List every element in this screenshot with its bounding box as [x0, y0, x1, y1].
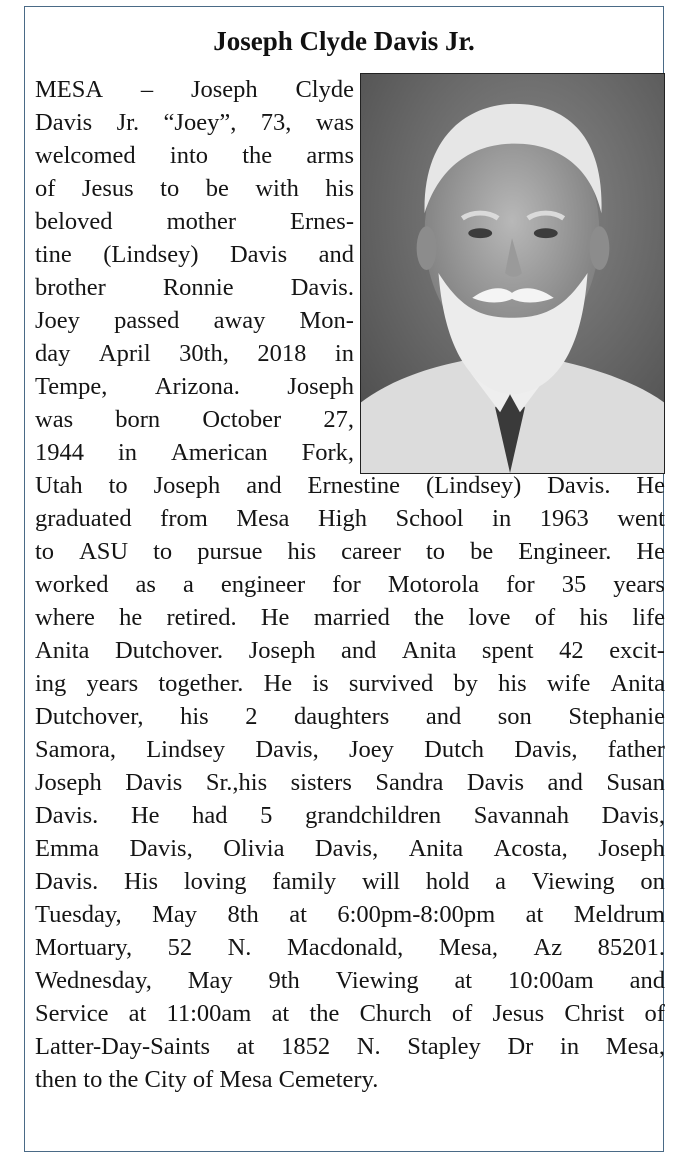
obituary-text-line: [35, 1065, 665, 1095]
obituary-word: Davis.: [290, 274, 354, 301]
obituary-word: Utah: [35, 472, 83, 499]
obituary-word: Macdonald,: [286, 934, 404, 961]
obituary-word: 8th: [227, 901, 259, 928]
obituary-text-line: [35, 867, 665, 897]
obituary-word: 2018: [257, 340, 307, 367]
obituary-word: Joseph: [598, 835, 665, 862]
obituary-word: 27,: [323, 406, 354, 433]
obituary-word: of: [451, 1000, 473, 1027]
obituary-word: Anita: [35, 637, 90, 664]
obituary-word: MESA: [35, 76, 104, 103]
obituary-word: Samora,: [35, 736, 116, 763]
obituary-word: Davis,: [255, 736, 319, 763]
obituary-word: tine: [35, 241, 72, 268]
obituary-text-line: [35, 966, 665, 996]
obituary-word: sisters: [290, 769, 352, 796]
obituary-word: worked: [35, 571, 109, 598]
obituary-word: is: [312, 670, 329, 697]
obituary-text-line: [35, 174, 354, 204]
obituary-line-text: then to the City of Mesa Cemetery.: [35, 1066, 379, 1093]
obituary-word: Davis,: [601, 802, 665, 829]
obituary-word: Davis: [35, 109, 93, 136]
obituary-word: father: [607, 736, 665, 763]
obituary-text-line: [35, 603, 665, 633]
obituary-word: where: [35, 604, 95, 631]
obituary-word: son: [497, 703, 532, 730]
obituary-word: engineer: [220, 571, 306, 598]
obituary-word: graduated: [35, 505, 132, 532]
obituary-text-line: [35, 801, 665, 831]
obituary-text-line: [35, 471, 665, 501]
obituary-word: of: [35, 175, 56, 202]
obituary-word: together.: [158, 670, 244, 697]
obituary-word: at: [454, 967, 473, 994]
obituary-word: Az: [533, 934, 563, 961]
obituary-word: his: [498, 670, 527, 697]
obituary-word: of: [644, 1000, 665, 1027]
obituary-word: beloved: [35, 208, 113, 235]
obituary-word: in: [492, 505, 512, 532]
obituary-text-line: [35, 900, 665, 930]
obituary-word: May: [152, 901, 198, 928]
obituary-word: in: [560, 1033, 580, 1060]
obituary-word: to: [425, 538, 446, 565]
obituary-word: Fork,: [301, 439, 354, 466]
obituary-word: Dutchover,: [35, 703, 144, 730]
obituary-word: Acosta,: [493, 835, 568, 862]
obituary-word: He: [263, 670, 293, 697]
obituary-word: Latter-Day-Saints: [35, 1033, 211, 1060]
obituary-word: 1852: [281, 1033, 331, 1060]
obituary-word: his: [287, 538, 317, 565]
obituary-word: Stapley: [407, 1033, 481, 1060]
obituary-word: was: [35, 406, 74, 433]
obituary-word: and: [629, 967, 665, 994]
obituary-word: career: [341, 538, 401, 565]
obituary-word: from: [160, 505, 208, 532]
obituary-word: Jesus: [81, 175, 134, 202]
obituary-word: “Joey”,: [163, 109, 237, 136]
obituary-word: 1944: [35, 439, 84, 466]
obituary-word: 52: [167, 934, 193, 961]
obituary-word: Anita: [408, 835, 464, 862]
obituary-word: at: [128, 1000, 147, 1027]
obituary-word: Olivia: [223, 835, 285, 862]
obituary-word: (Lindsey): [425, 472, 522, 499]
obituary-word: Meldrum: [573, 901, 665, 928]
obituary-word: the: [309, 1000, 340, 1027]
obituary-word: and: [340, 637, 377, 664]
obituary-text-line: [35, 240, 354, 270]
obituary-text-line: [35, 306, 354, 336]
obituary-word: His: [124, 868, 159, 895]
obituary-word: 11:00am: [166, 1000, 252, 1027]
obituary-word: 35: [561, 571, 587, 598]
obituary-word: Davis: [229, 241, 288, 268]
obituary-word: Joseph: [248, 637, 316, 664]
obituary-word: a: [495, 868, 506, 895]
obituary-word: mother: [166, 208, 236, 235]
obituary-frame: [24, 6, 664, 1152]
obituary-word: Mesa,: [605, 1033, 665, 1060]
obituary-word: Ernestine: [307, 472, 401, 499]
obituary-word: –: [140, 76, 154, 103]
obituary-word: Engineer.: [518, 538, 612, 565]
obituary-word: day: [35, 340, 71, 367]
obituary-word: born: [115, 406, 161, 433]
obituary-word: his: [180, 703, 209, 730]
obituary-word: Emma: [35, 835, 99, 862]
obituary-word: at: [289, 901, 307, 928]
obituary-word: the: [414, 604, 445, 631]
obituary-word: Jesus: [492, 1000, 545, 1027]
obituary-word: Viewing: [531, 868, 615, 895]
obituary-text-line: [35, 372, 354, 402]
obituary-word: on: [640, 868, 665, 895]
obituary-word: (Lindsey): [103, 241, 199, 268]
obituary-word: had: [192, 802, 228, 829]
obituary-word: N.: [227, 934, 252, 961]
obituary-word: into: [169, 142, 209, 169]
obituary-word: a: [182, 571, 194, 598]
obituary-text-line: [35, 438, 354, 468]
obituary-word: passed: [114, 307, 180, 334]
obituary-word: Mesa: [236, 505, 290, 532]
obituary-word: Davis,: [129, 835, 193, 862]
obituary-word: Viewing: [335, 967, 419, 994]
obituary-word: the: [242, 142, 273, 169]
obituary-text-line: [35, 702, 665, 732]
obituary-word: Arizona.: [154, 373, 240, 400]
obituary-word: Jr.: [116, 109, 140, 136]
obituary-word: as: [135, 571, 156, 598]
obituary-word: 85201.: [597, 934, 665, 961]
obituary-text-line: [35, 834, 665, 864]
obituary-word: his: [325, 175, 354, 202]
obituary-word: brother: [35, 274, 106, 301]
obituary-word: and: [547, 769, 583, 796]
obituary-word: Clyde: [295, 76, 354, 103]
portrait-photo: [360, 73, 665, 474]
obituary-word: survived: [348, 670, 434, 697]
obituary-word: hold: [425, 868, 470, 895]
obituary-word: Tempe,: [35, 373, 108, 400]
obituary-word: in: [117, 439, 138, 466]
obituary-word: and: [425, 703, 462, 730]
obituary-word: Wednesday,: [35, 967, 152, 994]
obituary-word: wife: [546, 670, 591, 697]
obituary-word: at: [236, 1033, 255, 1060]
obituary-word: Anita: [610, 670, 665, 697]
obituary-word: Joey: [35, 307, 80, 334]
obituary-word: loving: [183, 868, 247, 895]
obituary-word: Mortuary,: [35, 934, 133, 961]
obituary-word: ing: [35, 670, 67, 697]
obituary-word: ASU: [79, 538, 129, 565]
obituary-word: Savannah: [473, 802, 570, 829]
obituary-word: for: [506, 571, 535, 598]
obituary-word: 5: [260, 802, 273, 829]
obituary-word: Davis.: [35, 868, 99, 895]
obituary-word: will: [361, 868, 401, 895]
obituary-word: 2: [245, 703, 258, 730]
obituary-word: Davis: [125, 769, 183, 796]
obituary-word: He: [636, 472, 665, 499]
obituary-word: Ernes-: [290, 208, 354, 235]
obituary-word: Mesa,: [438, 934, 499, 961]
obituary-word: Christ: [564, 1000, 625, 1027]
obituary-word: Stephanie: [568, 703, 665, 730]
obituary-word: Tuesday,: [35, 901, 122, 928]
obituary-word: arms: [306, 142, 354, 169]
obituary-word: Motorola: [387, 571, 480, 598]
obituary-word: married: [313, 604, 390, 631]
obituary-word: October: [202, 406, 282, 433]
obituary-text-line: [35, 108, 354, 138]
obituary-text-line: [35, 999, 665, 1029]
obituary-word: to: [35, 538, 55, 565]
obituary-word: Davis,: [514, 736, 578, 763]
obituary-text-line: [35, 1032, 665, 1062]
obituary-text-line: [35, 504, 665, 534]
obituary-word: years: [86, 670, 139, 697]
obituary-text-line: [35, 669, 665, 699]
obituary-word: of: [534, 604, 556, 631]
obituary-text-line: [35, 339, 354, 369]
obituary-text-line: [35, 537, 665, 567]
obituary-word: Joseph: [190, 76, 258, 103]
obituary-word: N.: [356, 1033, 381, 1060]
obituary-word: Sr.,his: [205, 769, 268, 796]
obituary-word: retired.: [166, 604, 237, 631]
obituary-word: Service: [35, 1000, 109, 1027]
obituary-word: his: [579, 604, 609, 631]
obituary-word: away: [213, 307, 266, 334]
obituary-word: May: [187, 967, 233, 994]
obituary-word: life: [632, 604, 665, 631]
obituary-word: Joey: [348, 736, 394, 763]
obituary-word: Church: [359, 1000, 432, 1027]
obituary-text-line: [35, 735, 665, 765]
obituary-text-line: [35, 933, 665, 963]
obituary-word: American: [171, 439, 268, 466]
obituary-word: He: [130, 802, 160, 829]
obituary-word: with: [255, 175, 299, 202]
obituary-title: Joseph Clyde Davis Jr.: [213, 26, 475, 56]
obituary-word: to: [108, 472, 128, 499]
obituary-word: for: [332, 571, 361, 598]
obituary-word: He: [260, 604, 290, 631]
obituary-text-line: [35, 207, 354, 237]
obituary-word: Lindsey: [146, 736, 226, 763]
obituary-word: 73,: [260, 109, 292, 136]
obituary-word: Davis.: [35, 802, 99, 829]
obituary-word: 42: [559, 637, 584, 664]
obituary-word: be: [205, 175, 229, 202]
obituary-word: years: [613, 571, 665, 598]
obituary-word: Davis,: [314, 835, 379, 862]
obituary-word: excit-: [609, 637, 665, 664]
obituary-word: 30th,: [179, 340, 229, 367]
obituary-word: Dutchover.: [114, 637, 224, 664]
obituary-word: High: [317, 505, 367, 532]
obituary-word: to: [160, 175, 180, 202]
obituary-word: Anita: [401, 637, 457, 664]
obituary-word: he: [119, 604, 143, 631]
obituary-word: Mon-: [299, 307, 354, 334]
obituary-word: Ronnie: [162, 274, 234, 301]
obituary-word: Joseph: [287, 373, 354, 400]
obituary-word: by: [453, 670, 478, 697]
obituary-word: April: [98, 340, 151, 367]
obituary-word: in: [334, 340, 354, 367]
obituary-word: Davis: [466, 769, 525, 796]
obituary-word: Joseph: [35, 769, 102, 796]
obituary-word: pursue: [197, 538, 263, 565]
obituary-word: be: [470, 538, 494, 565]
obituary-text-line: [35, 141, 354, 171]
obituary-word: at: [271, 1000, 290, 1027]
obituary-word: Dutch: [424, 736, 484, 763]
obituary-text-line: [35, 405, 354, 435]
obituary-word: love: [468, 604, 511, 631]
obituary-word: family: [272, 868, 337, 895]
obituary-text-line: [35, 768, 665, 798]
obituary-word: Sandra: [375, 769, 444, 796]
obituary-word: grandchildren: [305, 802, 442, 829]
obituary-word: was: [315, 109, 354, 136]
obituary-word: daughters: [294, 703, 390, 730]
obituary-word: spent: [481, 637, 534, 664]
obituary-word: welcomed: [35, 142, 136, 169]
obituary-word: 6:00pm-8:00pm: [337, 901, 496, 928]
obituary-text-line: [35, 75, 354, 105]
obituary-word: 9th: [268, 967, 300, 994]
obituary-word: went: [617, 505, 665, 532]
obituary-word: Davis.: [547, 472, 611, 499]
obituary-word: at: [525, 901, 544, 928]
obituary-word: Dr: [507, 1033, 534, 1060]
obituary-text-line: [35, 570, 665, 600]
obituary-text-line: [35, 273, 354, 303]
obituary-word: 1963: [539, 505, 589, 532]
obituary-word: Susan: [606, 769, 665, 796]
portrait-photo-image: [361, 74, 664, 473]
obituary-word: to: [153, 538, 173, 565]
obituary-word: Joseph: [153, 472, 221, 499]
obituary-word: 10:00am: [507, 967, 594, 994]
obituary-word: and: [318, 241, 354, 268]
obituary-word: School: [395, 505, 464, 532]
obituary-word: He: [636, 538, 665, 565]
obituary-text-line: [35, 636, 665, 666]
obituary-word: and: [246, 472, 282, 499]
